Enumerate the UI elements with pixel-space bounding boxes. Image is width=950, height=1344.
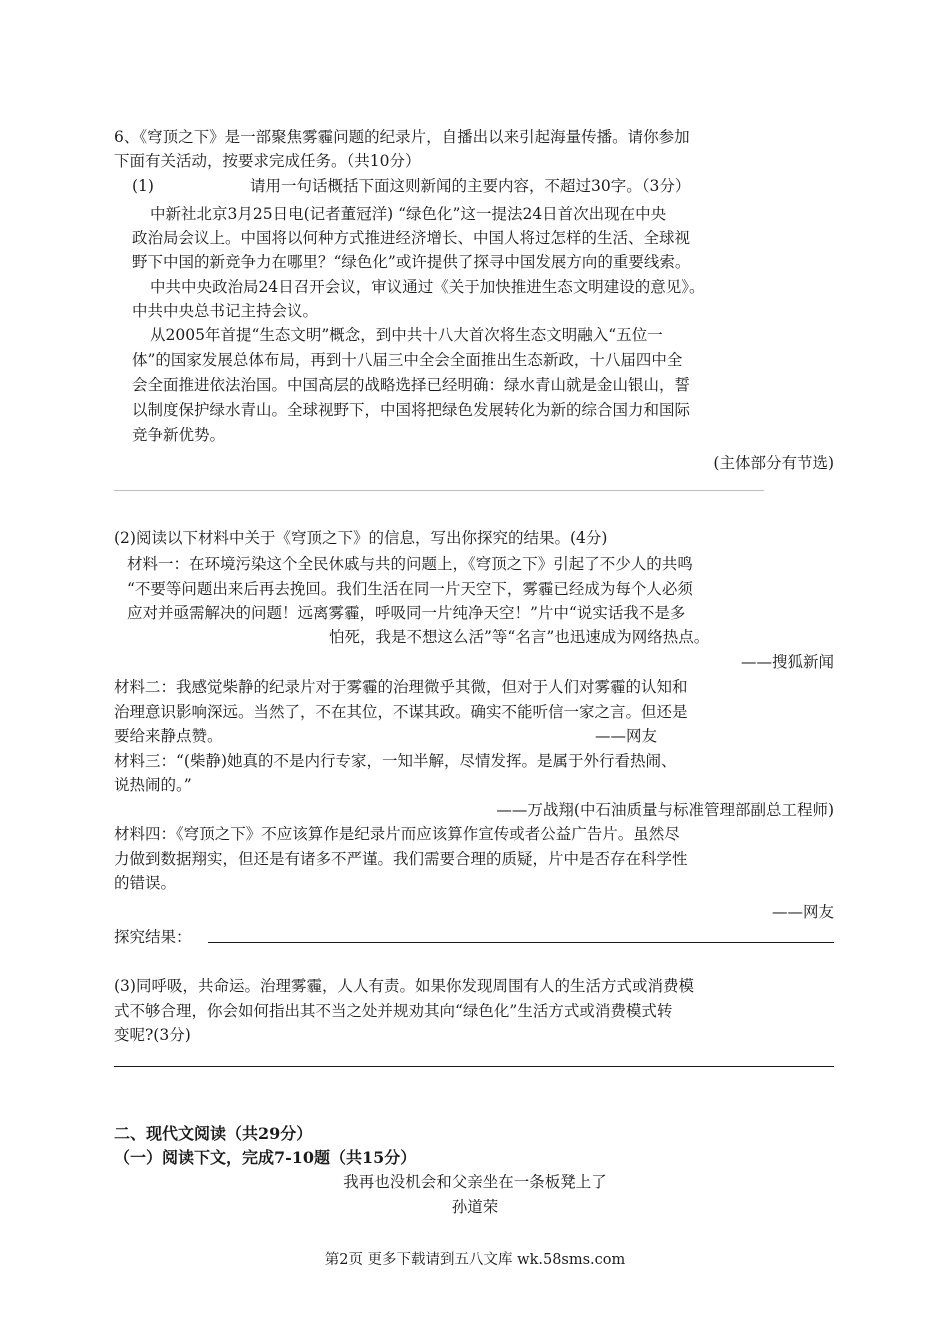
material-1-line: 应对并亟需解决的问题！远离雾霾，呼吸同一片纯净天空！”片中“说实话我不是多 [127, 604, 686, 622]
sub3-prompt-line: (3)同呼吸，共命运。治理雾霾，人人有责。如果你发现周围有人的生活方式或消费模 [114, 977, 694, 995]
material-1-line: 材料一：在环境污染这个全民休戚与共的问题上，《穹顶之下》引起了不少人的共鸣 [127, 555, 693, 573]
inquiry-result-answer-line[interactable] [208, 942, 834, 943]
article-author: 孙道荣 [451, 1198, 499, 1216]
material-3-source: ——万战翔(中石油质量与标准管理部副总工程师) [496, 801, 834, 819]
sub1-answer-line[interactable] [114, 490, 764, 491]
sub3-prompt-line: 变呢?(3分) [114, 1026, 191, 1044]
q6-intro-line-1: 6、《穹顶之下》是一部聚焦雾霾问题的纪录片，自播出以来引起海量传播。请你参加 [114, 128, 690, 146]
material-1-source: ——搜狐新闻 [740, 653, 834, 671]
material-1-line: “不要等问题出来后再去挽回。我们生活在同一片天空下，雾霾已经成为每个人必须 [127, 580, 693, 598]
material-4-line: 力做到数据翔实，但还是有诸多不严谨。我们需要合理的质疑，片中是否存在科学性 [114, 850, 688, 868]
sub3-prompt-line: 式不够合理，你会如何指出其不当之处并规劝其向“绿色化”生活方式或消费模式转 [114, 1002, 673, 1020]
part-1-heading: （一）阅读下文，完成7-10题（共15分） [114, 1148, 417, 1167]
news-excerpt-note: (主体部分有节选) [713, 454, 834, 472]
material-2-line: 治理意识影响深远。当然了，不在其位，不谋其政。确实不能听信一家之言。但还是 [114, 703, 688, 721]
news-paragraph-line: 竞争新优势。 [132, 426, 226, 444]
sub3-answer-line[interactable] [114, 1066, 834, 1067]
news-paragraph-line: 中新社北京3月25日电(记者董冠洋) “绿色化”这一提法24日首次出现在中央 [150, 205, 667, 223]
news-paragraph-line: 从2005年首提“生态文明”概念，到中共十八大首次将生态文明融入“五位一 [150, 326, 663, 344]
material-2-line: 材料二：我感觉柴静的纪录片对于雾霾的治理微乎其微，但对于人们对雾霾的认知和 [114, 678, 688, 696]
news-paragraph-line: 体”的国家发展总体布局，再到十八届三中全会全面推出生态新政，十八届四中全 [132, 351, 683, 369]
news-paragraph-line: 以制度保护绿水青山。全球视野下，中国将把绿色发展转化为新的综合国力和国际 [132, 401, 691, 419]
material-4-line: 材料四：《穹顶之下》不应该算作是纪录片而应该算作宣传或者公益广告片。虽然尽 [114, 825, 680, 843]
news-paragraph-line: 政治局会议上。中国将以何种方式推进经济增长、中国人将过怎样的生活、全球视 [132, 229, 691, 247]
material-2-source: ——网友 [595, 727, 658, 745]
sub1-number: (1) [132, 177, 154, 195]
news-paragraph-line: 中共中央总书记主持会议。 [132, 302, 319, 320]
news-paragraph-line: 中共中央政治局24日召开会议，审议通过《关于加快推进生态文明建设的意见》。 [150, 278, 705, 296]
news-paragraph-line: 会全面推进依法治国。中国高层的战略选择已经明确：绿水青山就是金山银山，誓 [132, 376, 691, 394]
material-3-line: 材料三：“(柴静)她真的不是内行专家，一知半解，尽情发挥。是属于外行看热闹、 [114, 752, 677, 770]
material-2-line: 要给来静点赞。 [114, 727, 223, 745]
news-paragraph-line: 野下中国的新竞争力在哪里？“绿色化”或许提供了探寻中国发展方向的重要线索。 [132, 253, 691, 271]
sub1-prompt: 请用一句话概括下面这则新闻的主要内容，不超过30字。（3分） [250, 177, 691, 195]
inquiry-result-label: 探究结果： [114, 928, 192, 946]
material-1-line: 怕死，我是不想这么活”等“名言”也迅速成为网络热点。 [329, 628, 710, 646]
page-footer: 第2页 更多下载请到五八文库 wk.58sms.com [324, 1252, 626, 1268]
q6-intro-line-2: 下面有关活动，按要求完成任务。（共10分） [114, 152, 421, 170]
section-2-heading: 二、现代文阅读（共29分） [114, 1124, 313, 1143]
article-title: 我再也没机会和父亲坐在一条板凳上了 [343, 1173, 607, 1191]
material-4-source: ——网友 [771, 903, 834, 921]
material-4-line: 的错误。 [114, 874, 177, 892]
material-3-line: 说热闹的。” [114, 776, 192, 794]
sub2-prompt: (2)阅读以下材料中关于《穹顶之下》的信息，写出你探究的结果。(4分) [114, 529, 608, 547]
